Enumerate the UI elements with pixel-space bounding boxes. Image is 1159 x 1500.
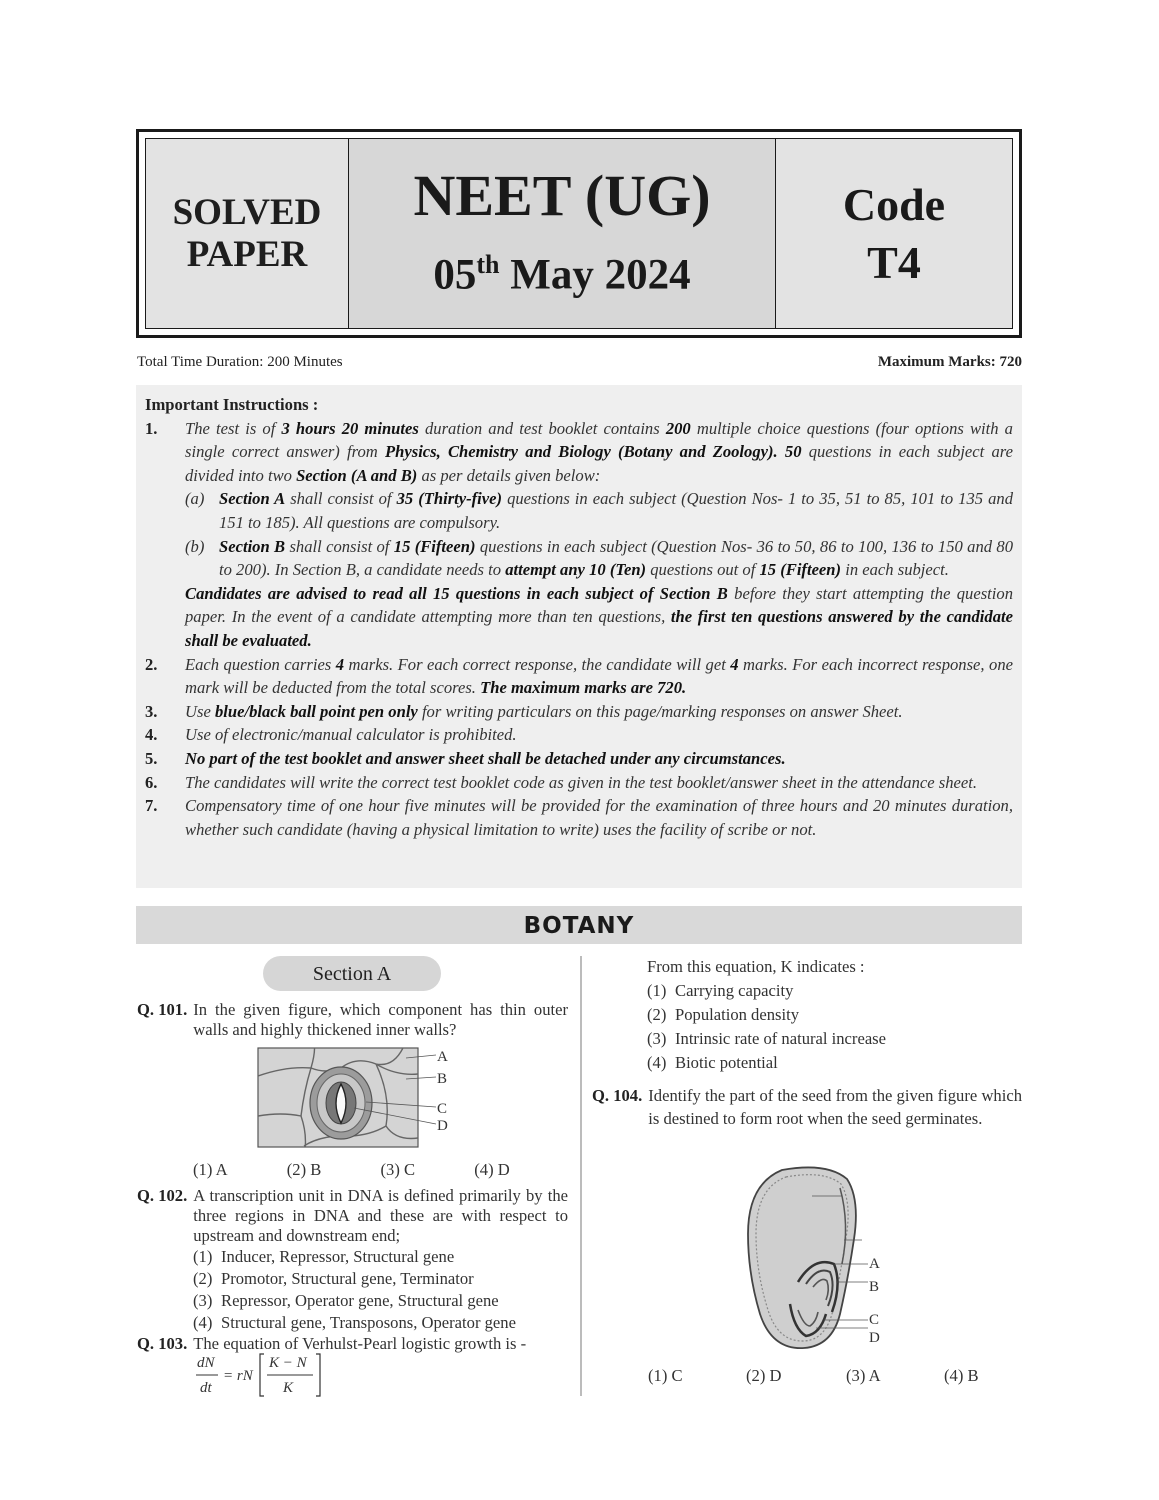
option-2[interactable]: (2) Promotor, Structural gene, Terminator [193, 1269, 474, 1288]
logistic-equation [194, 1352, 334, 1398]
exam-date-suffix: th [476, 250, 500, 280]
option-4[interactable]: (4) Biotic potential [647, 1053, 778, 1072]
question-text: A transcription unit in DNA is defined primarily by the three regions in DNA and these are with respect to upstream and downstream end; [193, 1186, 568, 1245]
instruction-text: The test is of 3 hours 20 minutes duration and test booklet contains 200 multiple choice questions (four options with a single correct answer) from Physics, Chemistry and Biology (Botany and Zoology). 50 questions in each subject are divided into two Section (A and B) as per details given below: [185, 418, 1013, 485]
instruction-number: 3. [145, 701, 158, 721]
option-4[interactable]: (4) B [944, 1366, 979, 1385]
q103-followup: From this equation, K indicates : [647, 957, 865, 976]
label-b: B [437, 1071, 448, 1087]
option-3[interactable]: (3) A [846, 1366, 881, 1385]
instructions-title: Important Instructions : [145, 395, 319, 414]
instruction-6 [145, 771, 1013, 795]
instruction-number: 2. [145, 654, 158, 674]
exam-date-day: 05 [433, 251, 477, 299]
instruction-3 [145, 700, 1013, 724]
sub-instruction-text: Section B shall consist of 15 (Fifteen) questions in each subject (Question Nos- 36 to 50, 86 to 100, 136 to 150 and 80 to 200). In Section B, a candidate needs to attempt any 10 (Ten) questions out of 15 (Fifteen) in each subject. [219, 536, 1013, 580]
instruction-text: Use of electronic/manual calculator is prohibited. [185, 725, 517, 745]
option-1[interactable]: (1) Inducer, Repressor, Structural gene [193, 1247, 455, 1266]
q102-options [193, 1246, 568, 1334]
instruction-text: The candidates will write the correct test booklet code as given in the test booklet/answer sheet in the attendance sheet. [185, 772, 978, 792]
q102-block [137, 1186, 568, 1354]
instruction-number: 4. [145, 725, 158, 745]
exam-date-month-year: May 2024 [510, 251, 691, 299]
title-box [136, 129, 1022, 338]
exam-date [433, 237, 690, 303]
option-row [193, 1160, 568, 1180]
eq-bracket-denominator: K [283, 1380, 294, 1396]
q101-options [193, 1160, 568, 1180]
question-text: Identify the part of the seed from the given figure which is destined to form root when the seed germinates. [648, 1086, 1022, 1128]
option-2[interactable]: (2) D [746, 1366, 782, 1385]
instruction-text: No part of the test booklet and answer sheet shall be detached under any circumstances. [185, 748, 786, 768]
eq-bracket-numerator: K − N [269, 1355, 307, 1371]
exam-title: NEET (UG) [413, 163, 711, 229]
sub-instruction-number: (b) [185, 536, 205, 556]
instruction-text: Use blue/black ball point pen only for writing particulars on this page/marking responses on answer Sheet. [185, 701, 903, 721]
option-4[interactable]: (4) Structural gene, Transposons, Operator gene [193, 1313, 516, 1332]
code-label: Code [842, 178, 946, 230]
label-d: D [869, 1330, 880, 1346]
label-c: C [869, 1312, 880, 1328]
instruction-4 [145, 723, 1013, 747]
label-b: B [869, 1279, 880, 1295]
eq-denominator: dt [200, 1380, 212, 1396]
exam-title-cell [349, 139, 776, 328]
question-text: The equation of Verhulst-Pearl logistic growth is - [193, 1334, 527, 1353]
question-104 [592, 1084, 1022, 1130]
q103-options [647, 979, 1022, 1075]
option-1[interactable]: (1) Carrying capacity [647, 981, 794, 1000]
instruction-text: Each question carries 4 marks. For each correct response, the candidate will get 4 marks. For each incorrect response, one mark will be deducted from the total scores. The maximum marks are 720. [185, 654, 1013, 698]
question-103 [137, 1334, 568, 1354]
label-a: A [869, 1256, 880, 1272]
subject-heading: BOTANY [136, 906, 1022, 944]
eq-right-bracket [316, 1354, 320, 1396]
instruction-1 [145, 417, 1013, 488]
q104-options [648, 1366, 1022, 1386]
option-1[interactable]: (1) A [193, 1160, 228, 1179]
option-2[interactable]: (2) B [286, 1160, 322, 1179]
label-a: A [437, 1049, 448, 1065]
solved-label: SOLVED [172, 191, 322, 233]
instruction-5 [145, 747, 1013, 771]
question-number: Q. 101. [137, 1000, 188, 1019]
label-c: C [437, 1101, 448, 1117]
option-3[interactable]: (3) Intrinsic rate of natural increase [647, 1029, 887, 1048]
instructions-panel [136, 385, 1022, 888]
instruction-number: 5. [145, 748, 158, 768]
label-d: D [437, 1118, 448, 1134]
instruction-text: Compensatory time of one hour five minutes will be provided for the examination of three hours and 20 minutes duration, whether such candidate (having a physical limitation to write) uses the facility of scribe or not. [185, 796, 1013, 839]
question-number: Q. 102. [137, 1186, 188, 1205]
question-number: Q. 103. [137, 1334, 188, 1353]
option-1[interactable]: (1) C [648, 1366, 683, 1385]
eq-numerator: dN [197, 1355, 215, 1371]
duration-text: Total Time Duration: 200 Minutes [137, 354, 343, 370]
code-value: T4 [867, 236, 921, 288]
section-b-advice: Candidates are advised to read all 15 questions in each subject of Section B before they start attempting the question paper. In the event of a candidate attempting more than ten questions, the first ten questions answered by the candidate shall be evaluated. [185, 583, 1013, 650]
max-marks-text: Maximum Marks: 720 [877, 354, 1022, 370]
sub-instruction-number: (a) [185, 489, 205, 509]
instruction-number: 6. [145, 772, 158, 792]
option-2[interactable]: (2) Population density [647, 1005, 799, 1024]
eq-left-bracket [260, 1354, 264, 1396]
right-column [592, 955, 1022, 1130]
stomata-figure [256, 1046, 456, 1150]
instruction-1a [185, 487, 1013, 534]
paper-label: PAPER [186, 233, 308, 275]
column-divider [580, 956, 582, 1396]
question-102 [137, 1186, 568, 1246]
section-a-badge: Section A [263, 956, 441, 991]
code-cell [776, 139, 1012, 328]
eq-equals: = rN [223, 1368, 253, 1384]
title-box-inner [145, 138, 1013, 329]
question-101 [137, 1000, 568, 1040]
option-3[interactable]: (3) Repressor, Operator gene, Structural gene [193, 1291, 499, 1310]
option-row [648, 1366, 1022, 1386]
sub-instruction-text: Section A shall consist of 35 (Thirty-five) questions in each subject (Question Nos- 1 to 35, 51 to 85, 101 to 135 and 151 to 185). All questions are compulsory. [219, 489, 1013, 532]
question-number: Q. 104. [592, 1086, 643, 1105]
solved-paper-cell [146, 139, 349, 328]
instruction-number: 1. [145, 418, 158, 438]
instruction-number: 7. [145, 796, 158, 816]
instruction-1b [185, 535, 1013, 582]
option-3[interactable]: (3) C [380, 1160, 416, 1179]
option-4[interactable]: (4) D [474, 1160, 510, 1179]
question-text: In the given figure, which component has thin outer walls and highly thickened inner walls? [193, 1000, 568, 1039]
left-column [137, 1000, 568, 1040]
instruction-2 [145, 653, 1013, 700]
seed-figure [742, 1164, 892, 1354]
instruction-7 [145, 794, 1013, 841]
